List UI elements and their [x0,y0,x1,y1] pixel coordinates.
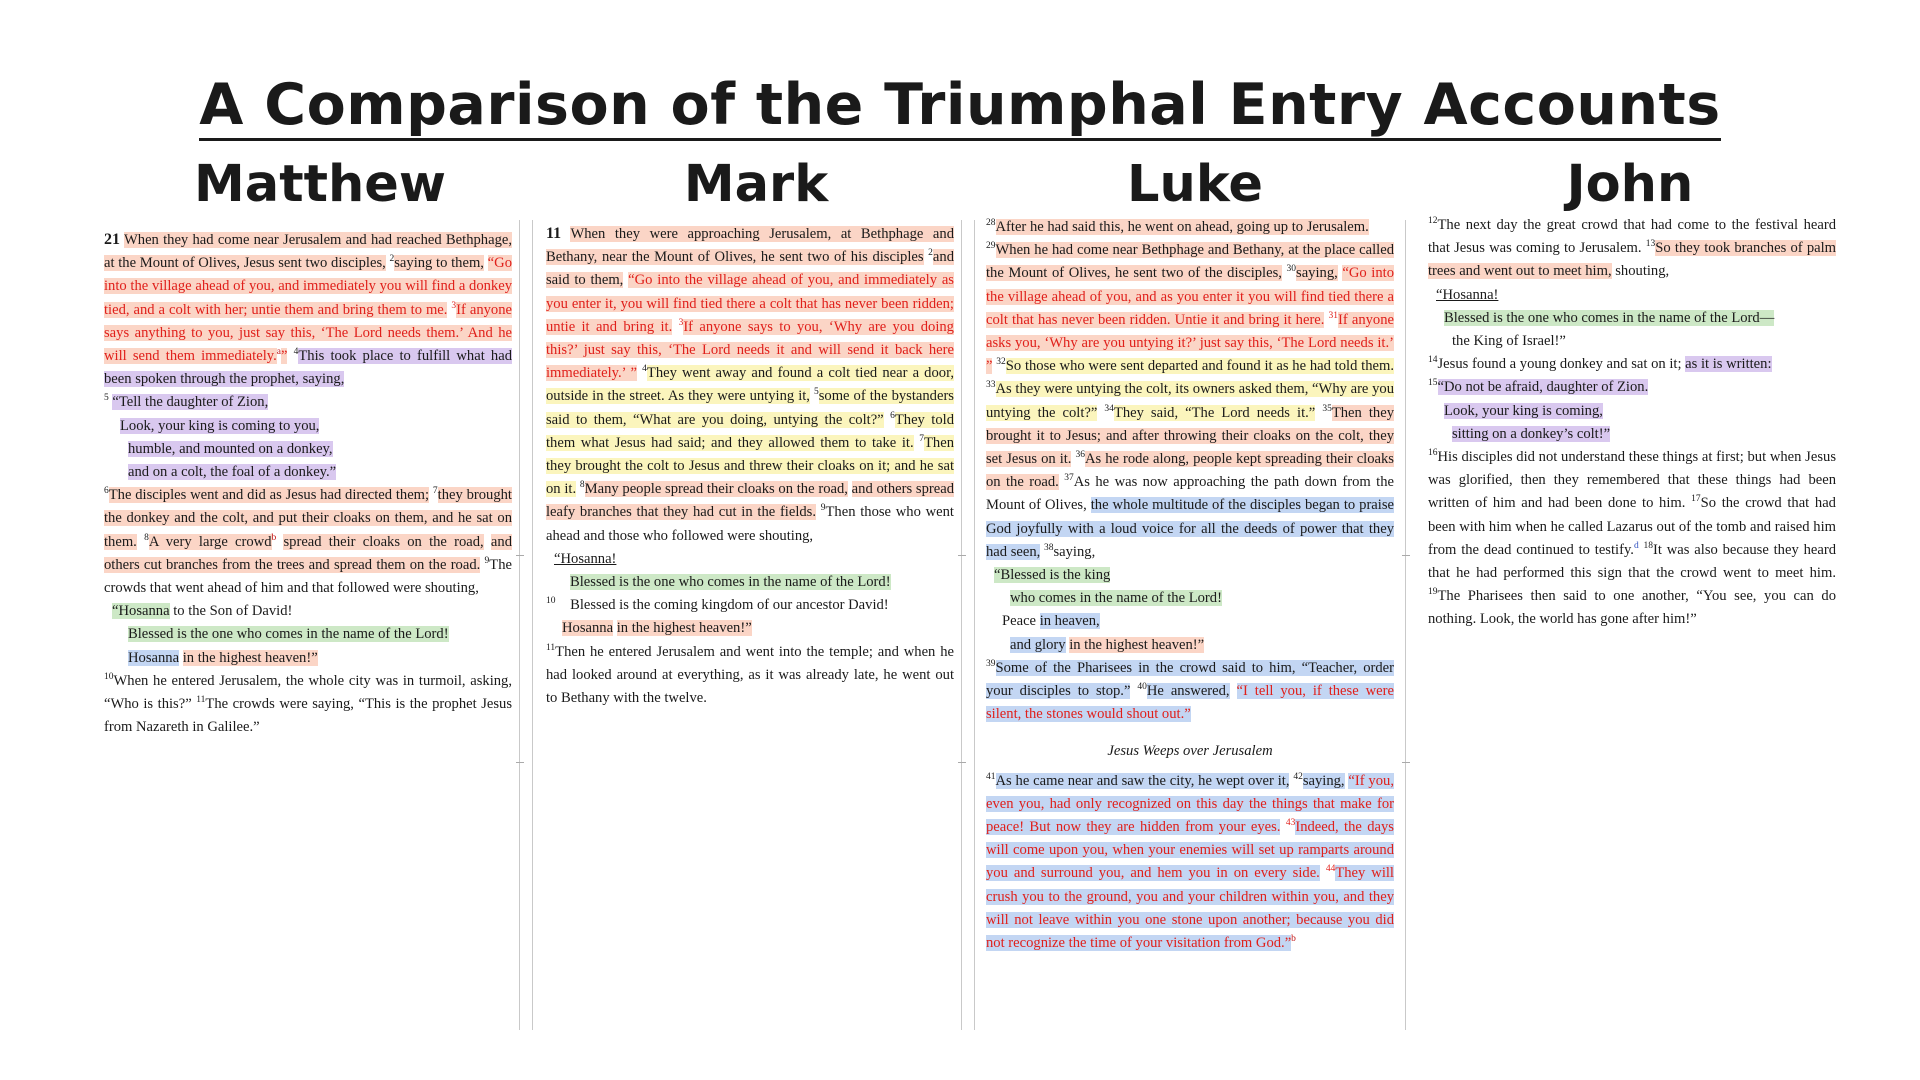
passage-paragraph [104,228,512,391]
verse-number: 9 [820,503,826,514]
heading-john: John [1566,155,1694,214]
verse-text: A very large crowd [148,533,272,550]
verse-number: 3 [451,300,457,311]
passage-paragraph [546,222,954,548]
verse-text: the whole multitude of the disciples began to praise God joyfully with a loud voice for all the deeds of power that they had seen, [986,497,1394,560]
verse-number: 18 [1643,540,1654,551]
divider-tick [516,555,524,556]
poem-line: who comes in the name of the Lord! [1010,590,1222,607]
divider-tick [958,762,966,763]
heading-matthew: Matthew [194,155,446,214]
verse-number: 43 [1285,818,1296,829]
passage-paragraph [986,770,1394,956]
verse-number: 36 [1075,450,1085,461]
verse-number: 10 [546,596,556,607]
poem-line: “Hosanna! [1436,286,1499,303]
poem-line: and on a colt, the foal of a donkey.” [128,464,337,481]
column-divider [532,220,533,1030]
verse-text: It was also because they heard that he had performed this sign that the crowd went to meet him. [1428,541,1836,582]
verse-number: 31 [1328,310,1339,321]
verse-number: 2 [389,254,395,265]
verse-text: As they were untying the colt, its owners asked them, “Why are you untying the colt?” [986,381,1394,421]
jesus-words: Indeed, the days will come upon you, when your enemies will set up ramparts around you and surround you, and hem you in on every side. [986,819,1394,882]
verse-text: His disciples did not understand these things at first; but when Jesus was glorified, then they remembered that these things had been written of him and had been done to him. [1428,449,1836,512]
poem-line: “Hosanna! [554,550,617,567]
poem-line: in the highest heaven!” [182,649,318,666]
poem-line: Blessed is the one who comes in the name of the Lord— [1444,309,1775,326]
heading-luke: Luke [1127,155,1263,214]
verse-number: 14 [1428,355,1438,366]
verse-text: as it is written: [1685,356,1772,373]
poem-line: in the highest heaven!” [616,620,752,637]
verse-text: As he rode along, people kept spreading their cloaks on the road. [986,451,1394,491]
verse-text: Then they brought it to Jesus; and after throwing their cloaks on the colt, they set Jesus on it. [986,404,1394,468]
verse-text: When he entered Jerusalem, the whole city was in turmoil, asking, “Who is this?” [104,672,512,713]
poem-line: humble, and mounted on a donkey, [128,440,333,457]
poem-line: in heaven, [1039,613,1100,630]
verse-text: They went away and found a colt tied near a door, outside in the street. As they were untying it, [546,365,954,405]
section-heading: Jesus Weeps over Jerusalem [1107,743,1273,760]
verse-text: saying, [1053,543,1096,560]
column-divider [974,220,975,1030]
verse-number: 30 [1286,264,1297,275]
jesus-words: “I tell you, if these were silent, the stones would shout out.” [986,683,1394,723]
verse-number: 39 [986,659,996,669]
verse-number: 7 [432,486,438,497]
verse-number: 13 [1645,239,1656,250]
column-divider [519,220,520,1030]
verse-text: He answered, [1146,683,1230,700]
verse-text: saying to them, [394,255,484,272]
verse-text: Many people spread their cloaks on the road, [584,481,848,498]
verse-number: 41 [986,771,996,782]
divider-tick [1402,762,1410,763]
verse-text: As he was now approaching the path down from the Mount of Olives, [986,474,1394,514]
poem-line: “Do not be afraid, daughter of Zion. [1437,379,1649,396]
verse-text: They said, “The Lord needs it.” [1113,404,1316,421]
verse-number: 38 [1043,542,1054,553]
verse-number: 16 [1428,448,1438,459]
poem-line: the King of Israel!” [1452,333,1566,350]
verse-number: 7 [919,433,924,444]
verse-number: 6 [890,410,895,421]
verse-number: 19 [1428,587,1438,598]
jesus-words: ” [280,348,288,365]
verse-number: 4 [642,364,647,375]
poem-line: Peace [1002,613,1037,630]
verse-text: They told them what Jesus had said; and they allowed them to take it. [546,411,954,451]
heading-mark: Mark [683,155,829,214]
poem-line: Look, your king is coming to you, [120,417,320,434]
verse-number: 5 [813,387,819,398]
jesus-words: They will crush you to the ground, you and your children within you, and they will not leave within you one stone upon another; because you did not recognize the time of your visitation from God.” [986,865,1394,952]
verse-number: 28 [986,218,996,229]
footnote-marker[interactable]: d [1633,540,1639,551]
poem-line: Blessed is the one who comes in the name of the Lord! [570,574,891,591]
passage-paragraph [1428,353,1836,376]
verse-text: As he came near and saw the city, he wept over it, [995,772,1290,789]
jesus-words: “Go into the village ahead of you, and immediately you will find a donkey tied, and a colt with her; untie them and bring them to me. [104,255,512,318]
passage-paragraph [104,670,512,740]
verse-text: Jesus found a young donkey and sat on it; [1437,356,1682,373]
verse-text: Some of the Pharisees in the crowd said to him, “Teacher, order your disciples to stop.” [986,659,1394,700]
poem-line: in the highest heaven!” [1069,636,1205,653]
verse-number: 34 [1104,403,1114,414]
jesus-words: “Go into the village ahead of you, and as you enter it you will find tied there a colt that has never been ridden. Untie it and bring it here. [986,265,1395,328]
verse-text: After he had said this, he went on ahead, going up to Jerusalem. [995,219,1369,235]
poem-line: Blessed is the coming kingdom of our ancestor David! [570,597,889,614]
verse-text: The crowds were saying, “This is the prophet Jesus from Nazareth in Galilee.” [104,696,513,736]
poem-line: and glory [1010,636,1066,653]
verse-number: 33 [986,380,996,391]
divider-tick [516,762,524,763]
poem-line: “Tell the daughter of Zion, [112,394,269,411]
verse-number: 4 [293,347,299,358]
verse-number: 9 [484,555,490,566]
verse-number: 42 [1293,771,1303,782]
jesus-words: “If you, even you, had only recognized on this day the things that make for peace! But now they are hidden from your eyes. [986,772,1394,836]
verse-text: The crowds that went ahead of him and that followed were shouting, [104,556,512,597]
verse-number: 8 [144,532,149,543]
poem-line: Blessed is the one who comes in the name of the Lord! [128,626,449,643]
passage-paragraph [1428,446,1836,632]
verse-text: some of the bystanders said to them, “What are you doing, untying the colt?” [546,388,954,428]
crowd-shout [546,548,954,641]
prophecy-quote [1428,376,1836,446]
column-divider [961,220,962,1030]
verse-text: When they had come near Jerusalem and had reached Bethphage, at the Mount of Olives, Jesus sent two disciples, [104,232,512,272]
poem-line: “Blessed is the king [994,567,1111,584]
verse-number: 17 [1691,494,1701,505]
verse-number: 29 [986,241,996,252]
divider-tick [958,555,966,556]
verse-number: 32 [996,357,1006,368]
passage-paragraph [986,216,1394,239]
passage-paragraph [986,239,1394,564]
verse-number: 11 [196,695,206,706]
verse-number: 10 [104,672,114,682]
verse-text: The disciples went and did as Jesus had directed them; [108,487,430,504]
passage-paragraph [1428,214,1836,284]
verse-text: and others cut branches from the trees and spread them on the road. [104,533,512,573]
verse-text: When he had come near Bethphage and Bethany, at the place called the Mount of Olives, he sent two of the disciples, [986,242,1394,282]
verse-text: saying, [1302,772,1345,789]
verse-text: they brought the donkey and the colt, and put their cloaks on them, and he sat on them. [104,487,512,550]
poem-line: “Hosanna [112,603,170,620]
crowd-shout [986,564,1394,657]
verse-number: 11 [546,642,556,653]
verse-text: Then he entered Jerusalem and went into the temple; and when he had looked around at everything, as it was already late, he went out to Bethany with the twelve. [546,643,954,707]
verse-number: 37 [1064,473,1074,484]
jesus-words: If anyone asks you, ‘Why are you untying it?’ just say this, ‘The Lord needs it.’ ” [986,311,1395,375]
passage-paragraph [546,641,954,711]
prophecy-quote [104,391,512,484]
footnote-marker[interactable]: a [276,347,281,358]
verse-text: So those who were sent departed and found it as he had told them. [1005,358,1394,375]
poem-line: Hosanna [562,620,614,637]
verse-number: 6 [104,486,109,497]
footnote-marker[interactable]: b [271,532,277,543]
jesus-words: “Go into the village ahead of you, and immediately as you enter it, you will find tied there a colt that has never been ridden; untie it and bring it. [546,272,954,335]
verse-number: 3 [678,317,684,328]
verse-text: and others spread leafy branches that they had cut in the fields. [546,481,954,521]
poem-line: Hosanna [128,649,180,666]
matthew-column [104,228,512,739]
verse-number: 35 [1322,403,1332,414]
jesus-words: If anyone says to you, ‘Why are you doing this?’ just say this, ‘The Lord needs it and will send it back here immediately.’ ” [546,318,954,382]
verse-text: So the crowd that had been with him when he called Lazarus out of the tomb and raised him from the dead continued to testify. [1428,495,1836,558]
verse-text: When they were approaching Jerusalem, at Bethphage and Bethany, near the Mount of Olives, he sent two of his disciples [546,226,954,266]
passage-paragraph [986,657,1394,727]
crowd-shout [1428,284,1836,354]
verse-number: 12 [1428,216,1438,227]
luke-column [986,216,1394,955]
column-divider [1405,220,1406,1030]
verse-text: shouting, [1615,263,1670,280]
divider-tick [1402,555,1410,556]
verse-number: 8 [579,480,585,491]
verse-text: and said to them, [546,249,954,289]
verse-number: 15 [1428,378,1438,389]
verse-text: spread their cloaks on the road, [283,533,484,550]
mark-column [546,222,954,710]
verse-text: saying, [1296,265,1338,282]
page-title-text: A Comparison of the Triumphal Entry Accounts [199,72,1720,141]
poem-line: sitting on a donkey’s colt!” [1452,425,1611,442]
verse-number: 40 [1137,682,1147,693]
john-column [1428,214,1836,632]
verse-text: Then those who went ahead and those who followed were shouting, [546,504,954,544]
poem-line: to the Son of David! [173,603,293,620]
crowd-shout [104,600,512,670]
footnote-marker[interactable]: b [1291,934,1296,945]
chapter-number: 21 [104,231,120,248]
verse-number: 5 [104,393,109,404]
verse-text: So they took branches of palm trees and went out to meet him, [1428,240,1836,280]
verse-number: 44 [1325,864,1336,875]
passage-paragraph [104,484,512,600]
verse-text: The Pharisees then said to one another, “You see, you can do nothing. Look, the world has gone after him!” [1428,588,1836,628]
poem-line: Look, your king is coming, [1444,402,1603,419]
verse-number: 2 [928,248,933,259]
chapter-number: 11 [546,225,562,242]
verse-text: The next day the great crowd that had come to the festival heard that Jesus was coming to Jerusalem. [1428,217,1836,257]
jesus-words: If anyone says anything to you, just say this, ‘The Lord needs them.’ And he will send them immediately. [104,301,512,365]
verse-text: Then they brought the colt to Jesus and threw their cloaks on it; and he sat on it. [546,434,954,498]
verse-text: This took place to fulfill what had been spoken through the prophet, saying, [104,348,512,388]
page-title [0,68,1920,142]
